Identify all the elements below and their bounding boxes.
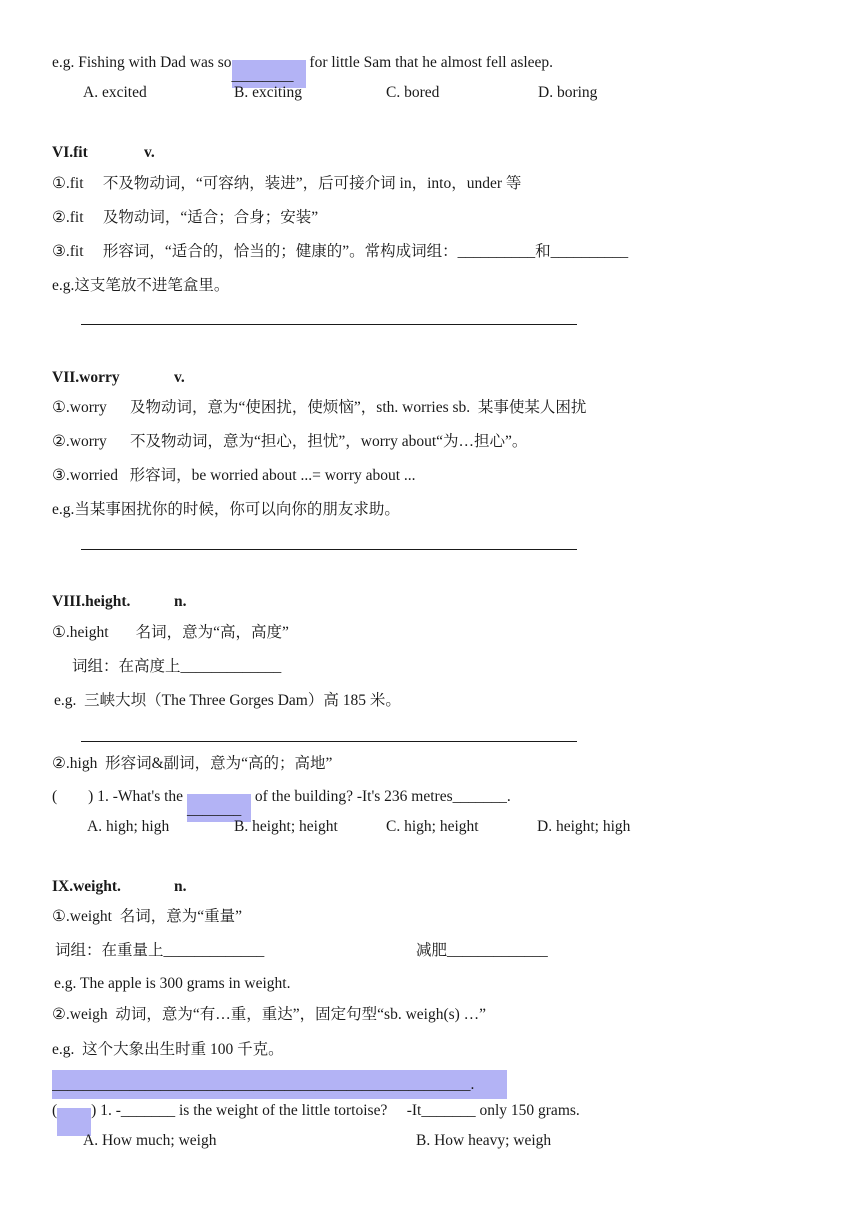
example-sentence: e.g. The apple is 300 grams in weight. [54, 975, 291, 992]
option-b: B. exciting [234, 84, 303, 101]
definition-line: ②.weigh 动词，意为“有…重，重达”，固定句型“sb. weigh(s) …” [52, 1006, 487, 1023]
definition-line: ①.height 名词，意为“高，高度” [52, 624, 289, 641]
section-title-fit: VI.fit [52, 144, 88, 161]
definition-line: ②.high 形容词&副词，意为“高的；高地” [52, 755, 333, 772]
definition-line: ②.fit 及物动词，“适合；合身；安装” [52, 209, 319, 226]
option-a: A. high; high [87, 818, 170, 835]
definition-line: ①.weight 名词，意为“重量” [52, 908, 242, 925]
option-c: C. high; height [386, 818, 479, 835]
option-c: C. bored [386, 84, 440, 101]
part-of-speech: v. [144, 144, 155, 161]
question-line: ( ) 1. -What's the _______ of the building? -It's 236 metres_______. [52, 787, 511, 822]
example-text: e.g. Fishing with Dad was so [52, 54, 232, 71]
phrase-line: 词组：在高度上_____________ [72, 658, 282, 675]
highlighted-blank[interactable]: ________ [232, 60, 306, 88]
definition-line: ②.worry 不及物动词，意为“担心，担忧”，worry about“为…担心”。 [52, 433, 528, 450]
part-of-speech: n. [174, 593, 187, 610]
example-prompt: e.g. 这个大象出生时重 100 千克。 [52, 1041, 284, 1058]
option-a: A. How much; weigh [83, 1132, 217, 1149]
option-a: A. excited [83, 84, 147, 101]
highlighted-blank[interactable]: _______ [187, 794, 251, 822]
section-title-weight: IX.weight. [52, 878, 121, 895]
highlighted-answer-line[interactable]: ______________________________________________________. [52, 1070, 507, 1099]
answer-line [81, 324, 577, 325]
question-line: ( ) 1. -_______ is the weight of the little tortoise? -It_______ only 150 grams. [52, 1101, 580, 1136]
definition-line: ①.fit 不及物动词，“可容纳，装进”，后可接介词 in，into，under 等 [52, 175, 522, 192]
option-b: B. How heavy; weigh [416, 1132, 552, 1149]
example-prompt: e.g.这支笔放不进笔盒里。 [52, 277, 230, 294]
definition-line: ③.fit 形容词，“适合的，恰当的；健康的”。常构成词组：__________和__________ [52, 243, 629, 260]
answer-line [81, 549, 577, 550]
example-prompt: e.g. 三峡大坝（The Three Gorges Dam）高 185 米。 [54, 692, 401, 709]
example-text: for little Sam that he almost fell asleep. [305, 54, 554, 71]
example-prompt: e.g.当某事困扰你的时候，你可以向你的朋友求助。 [52, 501, 400, 518]
phrase-line: 减肥_____________ [416, 942, 548, 959]
option-d: D. boring [538, 84, 598, 101]
part-of-speech: n. [174, 878, 187, 895]
option-d: D. height; high [537, 818, 631, 835]
section-title-worry: VII.worry [52, 369, 120, 386]
section-title-height: VIII.height. [52, 593, 131, 610]
definition-line: ①.worry 及物动词，意为“使困扰，使烦恼”，sth. worries sb. 某事使某人困扰 [52, 399, 587, 416]
phrase-line: 词组：在重量上_____________ [55, 942, 265, 959]
option-b: B. height; height [234, 818, 338, 835]
definition-line: ③.worried 形容词，be worried about ...= worry about ... [52, 467, 416, 484]
answer-line [81, 741, 577, 742]
part-of-speech: v. [174, 369, 185, 386]
